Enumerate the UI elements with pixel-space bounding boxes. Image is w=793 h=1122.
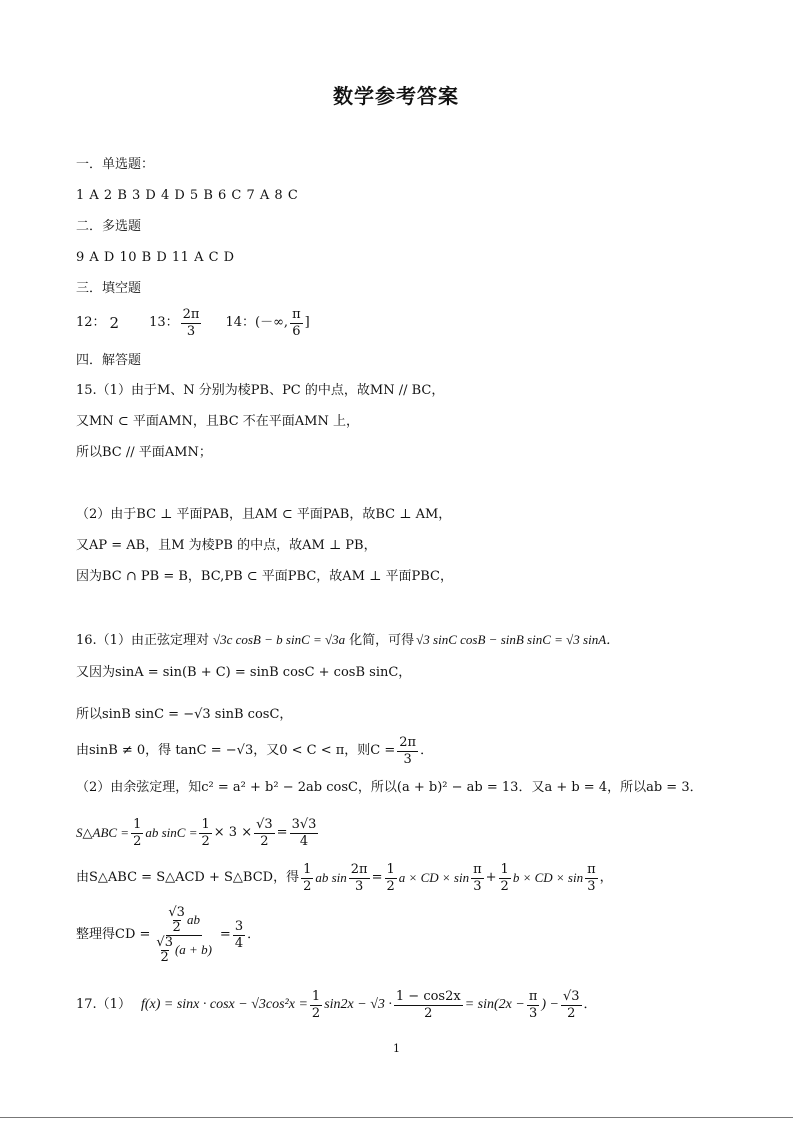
q17-l1-e: ) − — [541, 997, 559, 1012]
q16-l7-f1-num: 1 — [303, 861, 312, 877]
q16-l7-frac-3 — [385, 862, 397, 895]
q16-l6-d: = — [276, 825, 288, 840]
q16-l4-numerator: 2π — [399, 734, 417, 750]
section-heading-solutions: 四．解答题 — [76, 353, 142, 368]
q16-l6-f2-num: 1 — [201, 816, 210, 832]
q16-l7-f4-den: 3 — [473, 878, 482, 894]
q16-line-1 — [76, 632, 619, 649]
q16-l8-bottom — [154, 936, 214, 965]
q16-l7-b: ab sin — [315, 870, 347, 885]
q16-l6-f2-den: 2 — [201, 833, 210, 849]
q13-denominator: 3 — [186, 323, 196, 339]
q16-l6-frac-1 — [131, 817, 143, 850]
q16-l6-frac-2 — [199, 817, 211, 850]
q16-l4-fraction — [397, 735, 418, 768]
q16-line-8 — [76, 900, 260, 970]
q16-l8-bot-frac — [156, 936, 173, 965]
q17-l1-a: 17.（1） — [76, 997, 131, 1012]
q16-line-5: （2）由余弦定理，知c² = a² + b² − 2ab cosC，所以(a + b)² − ab = 13．又a + b = 4，所以ab = 3． — [76, 780, 703, 795]
q17-l1-f3-num: π — [528, 988, 538, 1004]
fill-blank-answers — [76, 306, 310, 340]
q17-l1-f: ． — [583, 997, 597, 1012]
page-number: 1 — [393, 1042, 400, 1055]
q16-l7-e: + — [485, 870, 497, 885]
q16-l8-bot-num: √3 — [156, 934, 173, 950]
q14-right: ] — [304, 315, 310, 330]
q16-l7-f: b × CD × sin — [512, 870, 584, 885]
q16-l7-f6-den: 3 — [587, 878, 596, 894]
q16-l6-frac-4 — [290, 817, 319, 850]
q16-l7-f2-den: 3 — [355, 878, 364, 894]
q16-l7-frac-6 — [585, 862, 598, 895]
q17-l1-f4-num: √3 — [562, 988, 580, 1004]
q16-l8-b: = — [219, 927, 231, 942]
q16-l7-f5-num: 1 — [500, 861, 509, 877]
section-heading-single-choice: 一．单选题： — [76, 157, 155, 172]
q15-line-4: （2）由于BC ⊥ 平面PAB，且AM ⊂ 平面PAB，故BC ⊥ AM， — [76, 507, 452, 522]
q16-l8-num: 3 — [234, 918, 244, 934]
q16-l7-f6-num: π — [587, 861, 596, 877]
multi-choice-answers: 9 A D 10 B D 11 A C D — [76, 250, 235, 265]
q17-l1-f4-den: 2 — [567, 1005, 576, 1021]
q16-l7-f3-den: 2 — [386, 878, 395, 894]
q17-l1-f1-num: 1 — [311, 988, 321, 1004]
q13-fraction — [181, 307, 202, 340]
q16-l8-top — [166, 906, 202, 936]
q17-l1-c: sin2x − √3 · — [324, 997, 392, 1012]
q16-l6-f1-den: 2 — [133, 833, 142, 849]
q15-line-6: 因为BC ∩ PB = B，BC,PB ⊂ 平面PBC，故AM ⊥ 平面PBC， — [76, 569, 453, 584]
q16-l6-f3-den: 2 — [260, 833, 269, 849]
q16-l8-top-num: √3 — [168, 904, 185, 920]
q16-l8-result-fraction — [233, 919, 245, 952]
section-heading-multi-choice: 二．多选题 — [76, 219, 142, 234]
q13-numerator: 2π — [182, 306, 200, 322]
q16-l6-f3-num: √3 — [256, 816, 273, 832]
q16-l7-f1-den: 2 — [303, 878, 312, 894]
q14-numerator: π — [292, 306, 301, 322]
q17-l1-d: = sin(2x − — [464, 997, 525, 1012]
q17-l1-b: f(x) = sinx · cosx − √3cos²x = — [140, 997, 308, 1012]
q16-l8-a: 整理得CD = — [76, 927, 151, 942]
q16-line-4 — [76, 733, 433, 769]
q12-value: 2 — [109, 314, 120, 332]
q16-line-2: 又因为sinA = sin(B + C) = sinB cosC + cosB sinC， — [76, 665, 412, 680]
q16-l8-c: ． — [247, 927, 261, 942]
single-choice-answers: 1 A 2 B 3 D 4 D 5 B 6 C 7 A 8 C — [76, 188, 299, 203]
q15-line-2: 又MN ⊂ 平面AMN，且BC 不在平面AMN 上， — [76, 414, 359, 429]
q16-l8-bot-sum: (a + b) — [174, 942, 212, 957]
q16-l7-frac-2 — [349, 862, 370, 895]
q14-label: 14： — [225, 315, 256, 330]
q16-l6-frac-3 — [254, 817, 275, 850]
q13-label: 13： — [149, 315, 179, 330]
page-title: 数学参考答案 — [333, 84, 459, 108]
q16-l1-text-a: 16.（1）由正弦定理对 — [76, 633, 209, 648]
q16-l4-denominator: 3 — [403, 751, 412, 767]
q17-l1-f2-den: 2 — [424, 1005, 433, 1021]
q17-l1-f3-den: 3 — [528, 1005, 538, 1021]
q16-l7-f2-num: 2π — [350, 861, 368, 877]
q16-l7-a: 由S△ABC = S△ACD + S△BCD，得 — [76, 870, 300, 885]
q16-l7-f4-num: π — [473, 861, 482, 877]
q15-line-3: 所以BC // 平面AMN； — [76, 445, 212, 460]
q16-l1-result: √3 sinC cosB − sinB sinC = √3 sinA． — [416, 632, 620, 647]
q17-line-1 — [76, 985, 597, 1025]
q17-l1-frac-3 — [527, 989, 540, 1022]
q16-l6-b: ab sinC = — [145, 825, 198, 840]
page-bottom-rule — [0, 1117, 793, 1118]
q16-l6-f1-num: 1 — [133, 816, 142, 832]
q17-l1-frac-1 — [310, 989, 322, 1022]
q16-l7-frac-5 — [499, 862, 511, 895]
q17-l1-f2-num: 1 − cos2x — [395, 988, 461, 1004]
section-heading-fill-blank: 三．填空题 — [76, 281, 142, 296]
q16-l8-bot-den: 2 — [160, 949, 169, 965]
q16-l8-compound-fraction — [154, 906, 214, 965]
q14-left: (－∞, — [255, 315, 289, 330]
q15-line-5: 又AP = AB，且M 为棱PB 的中点，故AM ⊥ PB， — [76, 538, 377, 553]
q16-line-3: 所以sinB sinC = −√3 sinB cosC， — [76, 707, 293, 722]
q16-l8-top-ab: ab — [186, 912, 200, 927]
q16-l7-g: ， — [599, 870, 613, 885]
q16-l6-c: × 3 × — [213, 825, 253, 840]
q16-l7-d: a × CD × sin — [398, 870, 470, 885]
q16-l7-f3-num: 1 — [386, 861, 395, 877]
q16-l4-end: ． — [420, 743, 434, 758]
q16-l7-f5-den: 2 — [500, 878, 509, 894]
q14-fraction — [290, 307, 303, 340]
q14-denominator: 6 — [292, 323, 301, 339]
q16-l7-frac-4 — [471, 862, 484, 895]
q12-label: 12： — [76, 315, 106, 330]
q17-l1-frac-2 — [394, 989, 463, 1022]
q16-l7-c: = — [371, 870, 383, 885]
q16-line-7 — [76, 860, 613, 896]
q16-l8-top-den: 2 — [172, 919, 181, 935]
q16-l6-f4-num: 3√3 — [291, 816, 317, 832]
q16-l6-a: S△ABC = — [76, 825, 130, 840]
q16-line-6-area — [76, 815, 320, 851]
q16-l7-frac-1 — [301, 862, 313, 895]
q16-l4-text: 由sinB ≠ 0，得 tanC = −√3，又0 < C < π，则C = — [76, 743, 396, 758]
q15-line-1: 15.（1）由于M、N 分别为棱PB、PC 的中点，故MN // BC， — [76, 383, 445, 398]
q17-l1-frac-4 — [561, 989, 582, 1022]
q17-l1-f1-den: 2 — [311, 1005, 321, 1021]
q16-l8-den: 4 — [234, 935, 244, 951]
q16-l1-text-c: 化简，可得 — [349, 633, 415, 648]
q16-l8-top-frac — [168, 906, 185, 935]
q16-l6-f4-den: 4 — [299, 833, 309, 849]
q16-l1-equation: √3c cosB − b sinC = √3a — [212, 632, 346, 647]
